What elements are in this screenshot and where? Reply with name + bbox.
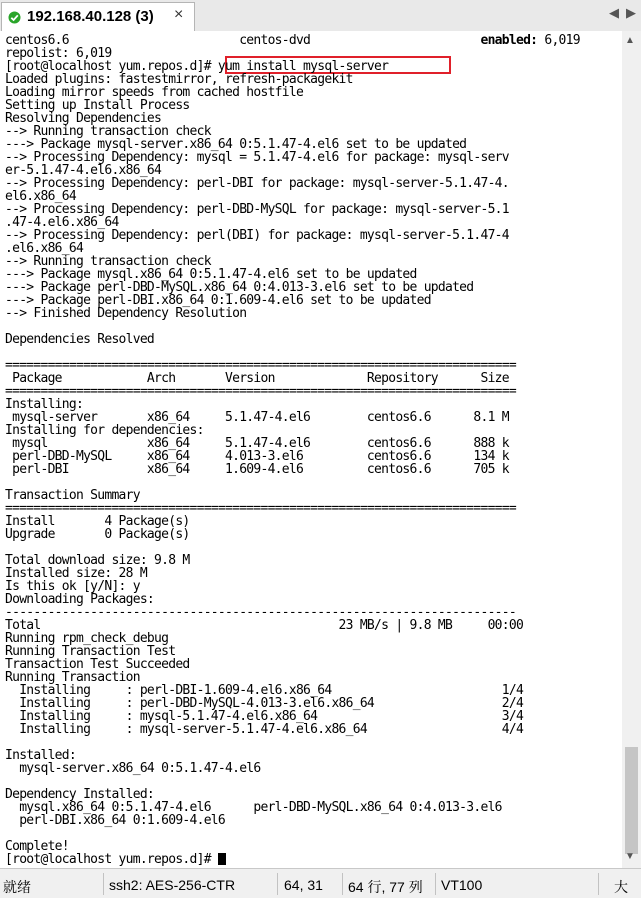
terminal-line: .47-4.el6.x86_64: [5, 215, 119, 230]
terminal-line: --> Processing Dependency: perl(DBI) for package: mysql-server-5.1.47-4: [5, 228, 509, 243]
terminal-line: Setting up Install Process: [5, 98, 190, 113]
terminal-line: ---> Package perl-DBD-MySQL.x86_64 0:4.013-3.el6 set to be updated: [5, 280, 474, 295]
terminal-cursor: [218, 853, 226, 865]
status-cursor-position: 64, 31: [284, 877, 323, 893]
terminal-line: --> Processing Dependency: perl-DBI for package: mysql-server-5.1.47-4.: [5, 176, 509, 191]
status-rows-cols: 64 行, 77 列: [348, 879, 423, 895]
terminal-line: Loading mirror speeds from cached hostfile: [5, 85, 304, 100]
terminal-line: [root@localhost yum.repos.d]#: [5, 852, 218, 867]
terminal-line: Resolving Dependencies: [5, 111, 162, 126]
status-connection: ssh2: AES-256-CTR: [109, 877, 236, 893]
terminal-line: --> Running transaction check: [5, 254, 211, 269]
terminal-line: Complete!: [5, 839, 69, 854]
terminal-line: Dependency Installed:: [5, 787, 155, 802]
scroll-tabs-left-icon[interactable]: ◀: [609, 5, 619, 20]
scroll-up-icon[interactable]: ▲: [625, 35, 635, 46]
status-terminal-type: VT100: [441, 877, 483, 893]
terminal-line: Installing : mysql-server-5.1.47-4.el6.x86_64 4/4: [5, 722, 524, 737]
terminal-line: Installing:: [5, 397, 84, 412]
terminal-line: Installed size: 28 M: [5, 566, 147, 581]
tab-bar: [0, 0, 641, 32]
scroll-tabs-right-icon[interactable]: ▶: [626, 5, 636, 20]
status-ready: 就绪: [3, 879, 31, 895]
terminal-line: centos6.6 centos-dvd enabled: 6,019: [5, 33, 580, 48]
terminal-line: Installing for dependencies:: [5, 423, 204, 438]
terminal-line: Installing : mysql-5.1.47-4.el6.x86_64 3/4: [5, 709, 524, 724]
scroll-down-icon[interactable]: ▼: [625, 851, 635, 862]
terminal-line: mysql.x86_64 0:5.1.47-4.el6 perl-DBD-MySQL.x86_64 0:4.013-3.el6: [5, 800, 502, 815]
terminal-cursor-line: [5, 853, 226, 866]
terminal-line: Running rpm_check_debug: [5, 631, 169, 646]
terminal-line: --> Processing Dependency: mysql = 5.1.47-4.el6 for package: mysql-serv: [5, 150, 509, 165]
terminal-line: er-5.1.47-4.el6.x86_64: [5, 163, 162, 178]
tab-title: 192.168.40.128 (3): [27, 8, 154, 25]
terminal-line: mysql x86_64 5.1.47-4.el6 centos6.6 888 k: [5, 436, 509, 451]
terminal-output[interactable]: [0, 31, 622, 868]
terminal-line: ------------------------------------------------------------------------: [5, 605, 516, 620]
terminal-line: Dependencies Resolved: [5, 332, 155, 347]
terminal-line: perl-DBI x86_64 1.609-4.el6 centos6.6 705 k: [5, 462, 509, 477]
terminal-line: Package Arch Version Repository Size: [5, 371, 509, 386]
terminal-line: --> Processing Dependency: perl-DBD-MySQL for package: mysql-server-5.1: [5, 202, 509, 217]
scrollbar-thumb[interactable]: [625, 747, 638, 854]
terminal-line: Installing : perl-DBI-1.609-4.el6.x86_64 1/4: [5, 683, 524, 698]
terminal-line: ========================================================================: [5, 358, 516, 373]
terminal-line: Transaction Summary: [5, 488, 140, 503]
terminal-line: Running Transaction Test: [5, 644, 176, 659]
terminal-line: ---> Package mysql.x86_64 0:5.1.47-4.el6 set to be updated: [5, 267, 417, 282]
terminal-line: Transaction Test Succeeded: [5, 657, 190, 672]
status-extra: 大: [614, 879, 628, 895]
terminal-line: Installing : perl-DBD-MySQL-4.013-3.el6.x86_64 2/4: [5, 696, 524, 711]
check-circle-icon: [8, 11, 21, 24]
terminal-line: ---> Package mysql-server.x86_64 0:5.1.47-4.el6 set to be updated: [5, 137, 467, 152]
status-bar: [0, 868, 641, 898]
terminal-line: .el6.x86_64: [5, 241, 84, 256]
terminal-line: Upgrade 0 Package(s): [5, 527, 190, 542]
terminal-line: ========================================================================: [5, 501, 516, 516]
terminal-line: mysql-server x86_64 5.1.47-4.el6 centos6.6 8.1 M: [5, 410, 509, 425]
close-icon[interactable]: ×: [174, 6, 184, 23]
terminal-line: Total 23 MB/s | 9.8 MB 00:00: [5, 618, 524, 633]
terminal-line: Install 4 Package(s): [5, 514, 190, 529]
terminal-line: el6.x86_64: [5, 189, 76, 204]
terminal-line: repolist: 6,019: [5, 46, 112, 61]
vertical-scrollbar[interactable]: [622, 31, 641, 868]
terminal-line: ---> Package perl-DBI.x86_64 0:1.609-4.el6 set to be updated: [5, 293, 431, 308]
terminal-line: [root@localhost yum.repos.d]# yum install mysql-server: [5, 59, 389, 74]
terminal-line: perl-DBD-MySQL x86_64 4.013-3.el6 centos6.6 134 k: [5, 449, 509, 464]
terminal-line: Running Transaction: [5, 670, 140, 685]
session-tab[interactable]: [1, 2, 195, 31]
terminal-line: Is this ok [y/N]: y: [5, 579, 140, 594]
terminal-line: Downloading Packages:: [5, 592, 155, 607]
terminal-line: --> Finished Dependency Resolution: [5, 306, 247, 321]
terminal-line: mysql-server.x86_64 0:5.1.47-4.el6: [5, 761, 261, 776]
terminal-line: Total download size: 9.8 M: [5, 553, 190, 568]
terminal-line: ========================================================================: [5, 384, 516, 399]
terminal-line: Loaded plugins: fastestmirror, refresh-packagekit: [5, 72, 353, 87]
terminal-line: Installed:: [5, 748, 76, 763]
terminal-line: --> Running transaction check: [5, 124, 211, 139]
terminal-line: perl-DBI.x86_64 0:1.609-4.el6: [5, 813, 225, 828]
